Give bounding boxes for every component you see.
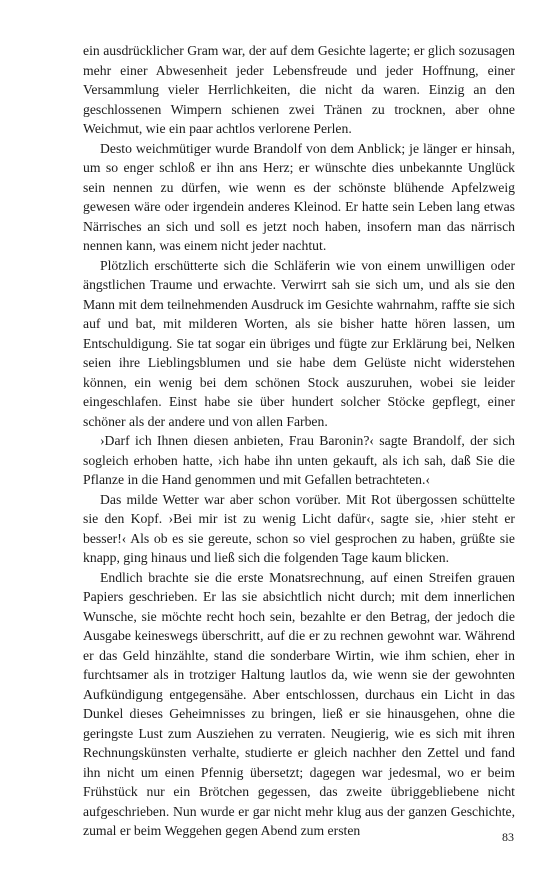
paragraph: Plötzlich erschütterte sich die Schläferin wie von einem unwilligen oder ängstlichen Traume und erwachte. Verwirrt sah sie sich um, und als sie den Mann mit dem teilnehmenden Ausdruck im Gesichte wahrnahm, raffte sie sich auf und bat, mit milderen Worten, als sie bisher hatte hören lassen, um Entschuldigung. Sie tat sogar ein übriges und fügte zur Erklärung bei, Nelken seien ihre Lieblingsblumen und sie habe dem Gelüste nicht widerstehen können, ein wenig bei dem schönen Stock auszuruhen, wobei sie leider eingeschlafen. Einst habe sie über hundert solcher Stöcke gepflegt, einer schöner als der andere und von allen Farben. [83,257,515,429]
paragraph: Das milde Wetter war aber schon vorüber. Mit Rot übergossen schüttelte sie den Kopf. ›Bei mir ist zu wenig Licht dafür‹, sagte sie, ›hier steht er besser!‹ Als ob es sie gereute, schon so viel gesprochen zu haben, grüßte sie knapp, ging hinaus und ließ sich die folgenden Tage kaum blicken. [83,491,515,565]
paragraph: Endlich brachte sie die erste Monatsrechnung, auf einen Streifen grauen Papiers geschrieben. Er las sie absichtlich nicht durch; mit dem innerlichen Wunsche, sie möchte recht hoch sein, bezahlte er den Betrag, der jedoch die Ausgabe keineswegs überschritt, auf die er zu rechnen gewohnt war. Während er das Geld hinzählte, stand die sonderbare Wirtin, wie ihm schien, eher in furchtsamer als in trotziger Haltung lautlos da, wie wenn sie der gewohnten Aufkündigung entgegensähe. Aber entschlossen, durchaus ein Licht in das Dunkel dieses Geheimnisses zu bringen, ließ er sie hinausgehen, ohne die geringste Lust zum Ausziehen zu verraten. Neugierig, wie es sich mit ihren Rechnungskünsten verhalte, studierte er gleich nachher den Zettel und fand ihn nicht um einen Pfennig übersetzt; dagegen war jedesmal, wo er beim Frühstück nur ein Brötchen gegessen, das zweite übriggebliebene nicht aufgeschrieben. Nun wurde er gar nicht mehr klug aus der ganzen Geschichte, zumal er beim Weggehen gegen Abend zum ersten [83,569,515,838]
paragraph: Desto weichmütiger wurde Brandolf von dem Anblick; je länger er hinsah, um so enger schloß er ihn ans Herz; er wünschte dies unbekannte Unglück sein nennen zu dürfen, wie wenn es der schönste blühende Apfelzweig gewesen wäre oder irgendein anderes Kleinod. Er hatte sein Leben lang etwas Närrisches an sich und soll es jetzt noch haben, insofern man das närrisch nennen kann, was einem nicht jeder nachtut. [83,140,515,253]
page-number: 83 [502,830,514,844]
paragraph-continued: ein ausdrücklicher Gram war, der auf dem Gesichte lagerte; er glich sozusagen mehr einer Abwesenheit jeder Lebensfreude und jeder Hoffnung, einer Versammlung vieler Herrlichkeiten, die nicht da waren. Einzig an den geschlossenen Wimpern schienen zwei Tränen zu trocknen, aber ohne Weichmut, wie ein paar achtlos verlorene Perlen. [83,43,515,136]
body-text [83,41,515,841]
paragraph: ›Darf ich Ihnen diesen anbieten, Frau Baronin?‹ sagte Brandolf, der sich sogleich erhoben hatte, ›ich habe ihn unten gekauft, als ich sah, daß Sie die Pflanze in die Hand genommen und mit Gefallen betrachteten.‹ [83,433,515,487]
